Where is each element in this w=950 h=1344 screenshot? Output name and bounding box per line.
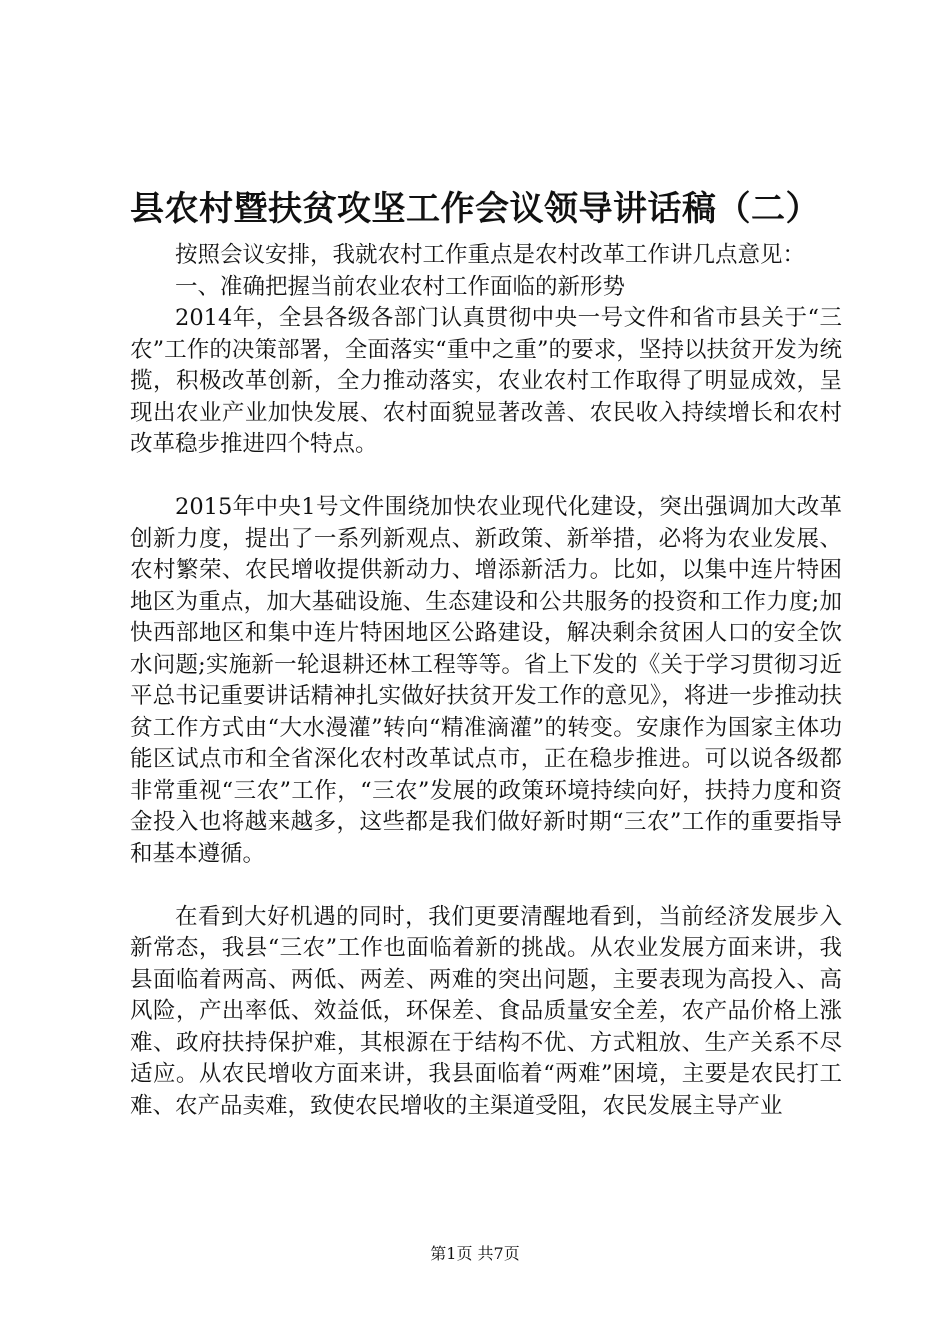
paragraph-intro: 按照会议安排，我就农村工作重点是农村改革工作讲几点意见： [175, 242, 806, 268]
paragraph-2015: 2015年中央1号文件围绕加快农业现代化建设，突出强调加大改革创新力度，提出了一系列新观点、新政策、新举措，必将为农业发展、农村繁荣、农民增收提供新动力、增添新活力。比如，以集中连片特困地区为重点，加大基础设施、生态建设和公共服务的投资和工作力度;加快西部地区和集中连片特困地区公路建设，解决剩余贫困人口的安全饮水问题;实施新一轮退耕还林工程等等。省上下发的《关于学习贯彻习近平总书记重要讲话精神扎实做好扶贫开发工作的意见》，将进一步推动扶贫工作方式由“大水漫灌”转向“精准滴灌”的转变。安康作为国家主体功能区试点市和全省深化农村改革试点市，正在稳步推进。可以说各级都非常重视“三农”工作，“三农”发展的政策环境持续向好，扶持力度和资金投入也将越来越多，这些都是我们做好新时期“三农”工作的重要指导和基本遵循。 [130, 494, 842, 867]
section-heading: 一、准确把握当前农业农村工作面临的新形势 [175, 273, 626, 300]
page-footer: 第1页 共7页 [430, 1244, 520, 1263]
paragraph-2014: 2014年，全县各级各部门认真贯彻中央一号文件和省市县关于“三农”工作的决策部署，全面落实“重中之重”的要求，坚持以扶贫开发为统揽，积极改革创新，全力推动落实，农业农村工作取得了明显成效，呈现出农业产业加快发展、农村面貌显著改善、农民收入持续增长和农村改革稳步推进四个特点。 [130, 305, 842, 457]
document-body [130, 240, 842, 1122]
paragraph-challenges: 在看到大好机遇的同时，我们更要清醒地看到，当前经济发展步入新常态，我县“三农”工作也面临着新的挑战。从农业发展方面来讲，我县面临着两高、两低、两差、两难的突出问题，主要表现为高投入、高风险，产出率低、效益低，环保差、食品质量安全差，农产品价格上涨难、政府扶持保护难，其根源在于结构不优、方式粗放、生产关系不尽适应。从农民增收方面来讲，我县面临着“两难”困境，主要是农民打工难、农产品卖难，致使农民增收的主渠道受阻，农民发展主导产业 [130, 903, 842, 1119]
document-title: 县农村暨扶贫攻坚工作会议领导讲话稿（二） [130, 189, 820, 229]
